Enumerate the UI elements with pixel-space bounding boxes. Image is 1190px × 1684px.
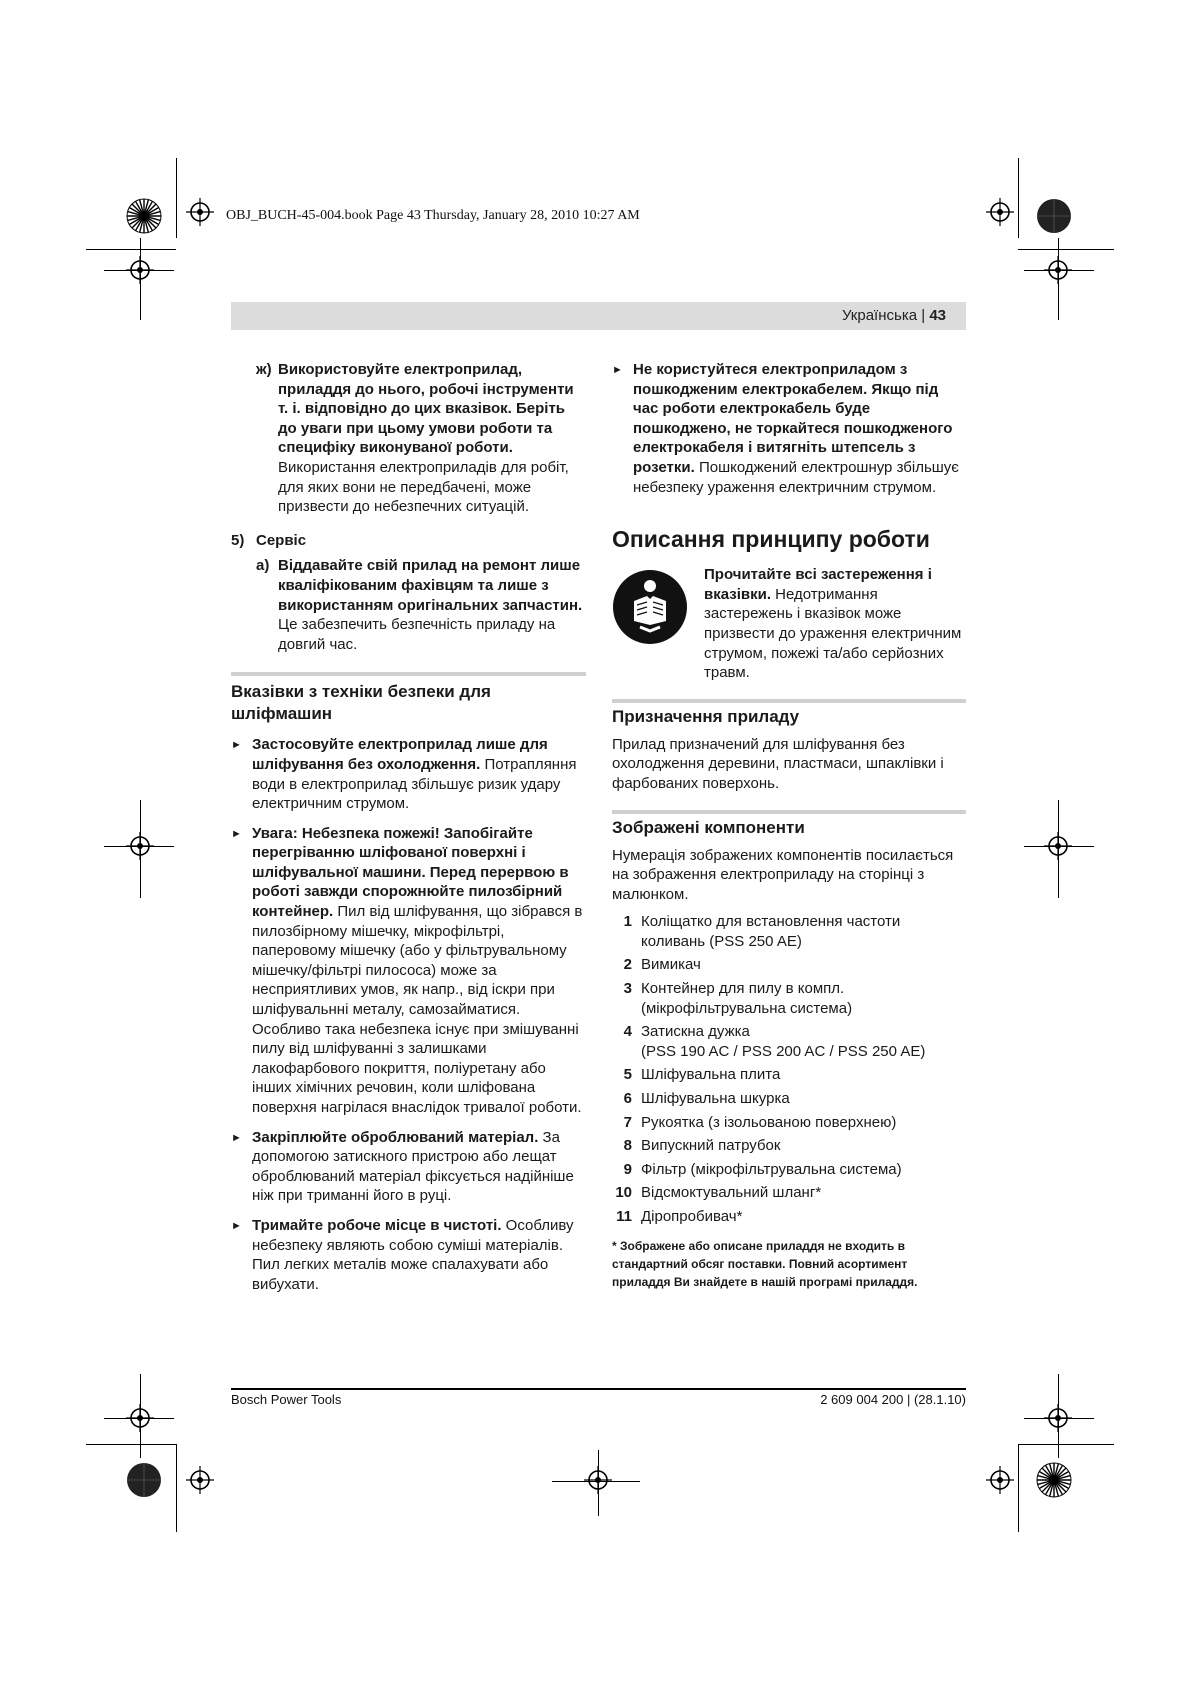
item-marker: ж)	[256, 361, 272, 378]
component-label: Коліщатко для встановлення частоти коливань (PSS 250 AE)	[641, 913, 901, 950]
component-number: 3	[623, 980, 632, 998]
bold-text: Застосовуйте електроприлад лише для шліфування без охолодження.	[252, 736, 548, 773]
component-number: 8	[623, 1137, 632, 1155]
left-column	[231, 360, 586, 1304]
bullet-arrow-icon: ►	[231, 1131, 242, 1144]
warning-block	[612, 565, 966, 683]
component-item	[612, 1160, 966, 1180]
bold-text: Віддавайте свій прилад на ремонт лише кваліфікованим фахівцям та лише з використанням оригінальних запчастин.	[278, 557, 583, 614]
body-text: Пошкоджений електрошнур збільшує небезпеку ураження електричним струмом.	[633, 458, 959, 496]
component-label: Шліфувальна шкурка	[641, 1090, 790, 1108]
bullet-item	[231, 1128, 586, 1206]
section-rule	[612, 699, 966, 703]
footer-rule	[231, 1388, 966, 1390]
component-item	[612, 1113, 966, 1133]
registration-mark-icon	[126, 256, 154, 284]
registration-mark-icon	[186, 198, 214, 226]
section-title: Описання принципу роботи	[612, 526, 930, 553]
paragraph: Прилад призначений для шліфування без охолодження деревини, пластмаси, шпаклівки і фарбованих поверхонь.	[612, 735, 944, 792]
component-number: 5	[623, 1066, 632, 1084]
component-label: Контейнер для пилу в компл. (мікрофільтрувальна система)	[641, 980, 853, 1017]
bullet-list	[231, 735, 586, 1294]
body-text: Це забезпечить безпечність приладу на довгий час.	[278, 616, 556, 653]
bullet-arrow-icon: ►	[231, 827, 242, 840]
component-label: Шліфувальна плита	[641, 1066, 781, 1084]
read-manual-icon	[612, 569, 688, 645]
component-item	[612, 1065, 966, 1085]
component-item	[612, 1022, 966, 1061]
section-rule	[231, 672, 586, 676]
component-label: Рукоятка (з ізольованою поверхнею)	[641, 1113, 897, 1131]
registration-mark-icon	[126, 1404, 154, 1432]
bullet-item	[231, 735, 586, 813]
footer-brand: Bosch Power Tools	[231, 1392, 342, 1407]
paragraph	[252, 1128, 586, 1206]
component-number: 9	[623, 1160, 632, 1178]
body-text: За допомогою затискного пристрою або лещат оброблюваний матеріал фіксується надійніше ніж при триманні його в руці.	[252, 1128, 574, 1205]
component-item	[612, 912, 966, 951]
list-item-zh	[231, 360, 586, 517]
components-list	[612, 912, 966, 1226]
list-item-a	[231, 556, 586, 654]
registration-mark-icon	[986, 1466, 1014, 1494]
component-item	[612, 1136, 966, 1156]
bullet-arrow-icon: ►	[231, 739, 242, 752]
component-item	[612, 1089, 966, 1109]
registration-mark-icon	[1044, 256, 1072, 284]
running-header	[231, 302, 966, 330]
paragraph	[278, 360, 586, 517]
paragraph: Нумерація зображених компонентів посилається на зображення електроприладу на сторінці з малюнком.	[612, 846, 954, 903]
bullet-item	[231, 1216, 586, 1294]
section-heading: Сервіс	[256, 531, 307, 549]
body-text: Недотримання застережень і вказівок може призвести до ураження електричним струмом, пожежі та/або серйозних травм.	[704, 585, 962, 682]
section-title: Вказівки з техніки безпеки для шліфмашин	[231, 682, 491, 724]
footer-docnumber: 2 609 004 200 | (28.1.10)	[820, 1392, 966, 1407]
solid-circle-mark-icon	[1036, 198, 1072, 234]
body-text: Пил від шліфування, що зібрався в пилозбірному мішечку, мікрофільтрі, паперовому мішечку (або у фільтрувальному мішечку/фільтрі пилососа) може за несприятливих умов, як напр., від іскри при шліфувальнні металу, самозайматися. Особливо така небезпека існує при змішуванні пилу від шліфуванні з залишками лакофарбового покриття, поліуретану або інших хімічних речовин, коли шліфована поверхня нагрілася внаслідок тривалої роботи.	[252, 903, 583, 1116]
component-number: 11	[616, 1208, 632, 1225]
component-number: 4	[623, 1023, 632, 1041]
component-item	[612, 979, 966, 1018]
section-number: 5)	[231, 531, 245, 549]
registration-mark-icon	[1044, 832, 1072, 860]
registration-mark-icon	[126, 832, 154, 860]
section-rule	[612, 810, 966, 814]
subsection-title: Призначення приладу	[612, 706, 800, 726]
paragraph	[704, 565, 966, 683]
component-label: Випускний патрубок	[641, 1137, 781, 1155]
registration-mark-icon	[584, 1466, 612, 1494]
component-label: Відсмоктувальний шланг*	[641, 1184, 822, 1202]
header-language: Українська	[841, 307, 918, 324]
registration-mark-icon	[986, 198, 1014, 226]
component-number: 10	[615, 1184, 632, 1202]
bullet-item	[612, 360, 966, 497]
bold-text: Тримайте робоче місце в чистоті.	[252, 1216, 502, 1234]
page-number: 43	[929, 307, 946, 324]
item-marker: a)	[256, 557, 270, 575]
component-label: Вимикач	[641, 956, 701, 974]
solid-circle-mark-icon	[126, 1462, 162, 1498]
bullet-arrow-icon: ►	[231, 1219, 242, 1232]
print-slug: OBJ_BUCH-45-004.book Page 43 Thursday, January 28, 2010 10:27 AM	[226, 208, 640, 223]
header-separator: |	[921, 307, 926, 324]
starburst-mark-icon	[1036, 1462, 1072, 1498]
right-column	[612, 360, 966, 1291]
bold-text: Закріплюйте оброблюваний матеріал.	[252, 1128, 539, 1146]
paragraph	[252, 735, 586, 813]
bold-text: Прочитайте всі застереження і вказівки.	[704, 566, 932, 603]
bold-text: Не користуйтеся електроприладом з пошкодженим електрокабелем. Якщо під час роботи електрокабель буде пошкоджено, не торкайтеся пошкодженого електрокабеля і витягніть штепсель з розетки.	[633, 361, 953, 476]
bold-text: Використовуйте електроприлад, приладдя до нього, робочі інструменти т. і. відповідно до цих вказівок. Беріть до уваги при цьому умови роботи та специфіку виконуваної роботи.	[278, 361, 574, 457]
component-label: Діропробивач*	[641, 1208, 743, 1225]
header-text	[842, 307, 946, 324]
component-item	[612, 1207, 966, 1227]
starburst-mark-icon	[126, 198, 162, 234]
component-label: Затискна дужка (PSS 190 AC / PSS 200 AC / PSS 250 AE)	[641, 1023, 926, 1060]
bullet-item	[231, 824, 586, 1118]
component-number: 7	[623, 1113, 632, 1131]
component-item	[612, 1183, 966, 1203]
body-text: Використання електроприладів для робіт, для яких вони не передбачені, може призвести до небезпечних ситуацій.	[278, 458, 569, 516]
component-number: 2	[623, 956, 632, 974]
paragraph	[278, 556, 586, 654]
registration-mark-icon	[186, 1466, 214, 1494]
component-number: 1	[623, 913, 632, 931]
paragraph	[252, 1216, 586, 1294]
service-heading	[231, 531, 586, 551]
bold-text: Увага: Небезпека пожежі! Запобігайте перегріванню шліфованої поверхні і шліфувальної машини. Перед перервою в роботі завжди спорожнюйте пилозбірний контейнер.	[252, 824, 569, 921]
body-text: Потрапляння води в електроприлад збільшує ризик удару електричним струмом.	[252, 755, 577, 813]
component-number: 6	[623, 1090, 632, 1108]
component-label: Фільтр (мікрофільтрувальна система)	[641, 1160, 902, 1178]
paragraph	[633, 360, 966, 497]
registration-mark-icon	[1044, 1404, 1072, 1432]
component-item	[612, 955, 966, 975]
paragraph	[252, 824, 586, 1118]
body-text: Особливу небезпеку являють собою суміші матеріалів. Пил легких металів може спалахувати або вибухати.	[252, 1216, 574, 1293]
footnote: * Зображене або описане приладдя не входить в стандартний обсяг поставки. Повний асортимент приладдя Ви знайдете в нашій програмі приладдя.	[612, 1238, 918, 1289]
bullet-arrow-icon: ►	[612, 364, 623, 376]
subsection-title: Зображені компоненти	[612, 817, 805, 837]
